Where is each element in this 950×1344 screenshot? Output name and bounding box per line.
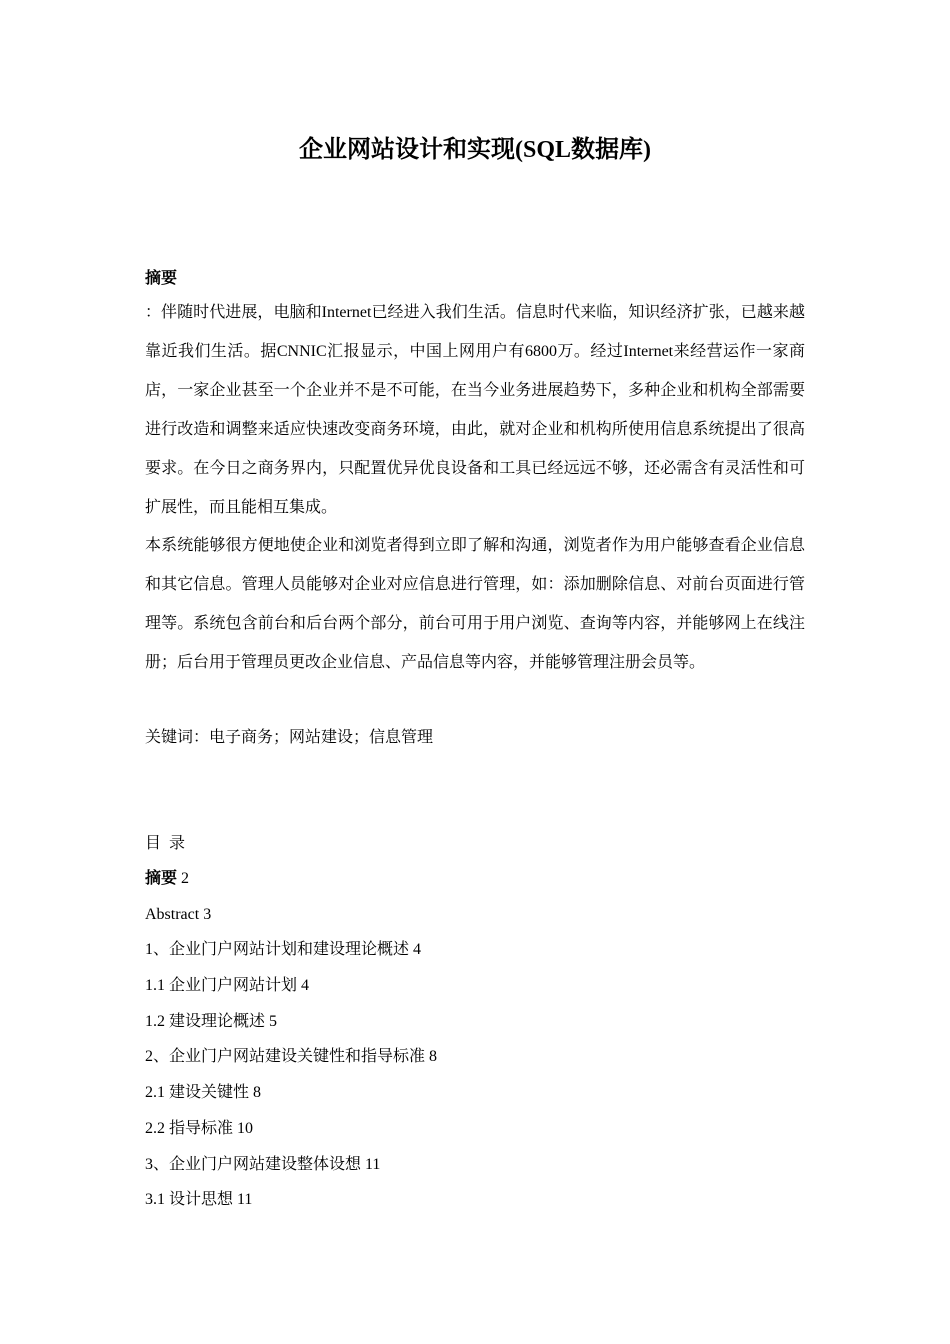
table-of-contents [145,868,437,1225]
toc-entry [145,975,437,1011]
toc-entry [145,1011,437,1047]
toc-entry-page: 10 [237,1119,254,1137]
toc-entry-page: 8 [429,1048,438,1066]
toc-entry-page: 3 [203,905,212,923]
toc-entry-page: 2 [181,870,190,887]
toc-entry-label: Abstract [145,905,200,923]
abstract-paragraph-1: ：伴随时代进展，电脑和Internet已经进入我们生活。信息时代来临，知识经济扩张，已越来越靠近我们生活。据CNNIC汇报显示，中国上网用户有6800万。经过Internet来经营运作一家商店，一家企业甚至一个企业并不是不可能，在当今业务进展趋势下，多种企业和机构全部需要进行改造和调整来适应快速改变商务环境，由此，就对企业和机构所使用信息系统提出了很高要求。在今日之商务界内，只配置优异优良设备和工具已经远远不够，还必需含有灵活性和可扩展性，而且能相互集成。 [145,304,805,516]
toc-entry [145,868,437,904]
toc-entry-label: 2、企业门户网站建设关键性和指导标准 [145,1048,426,1066]
toc-entry [145,1046,437,1082]
toc-entry-label: 3.1 设计思想 [145,1191,234,1209]
document-title: 企业网站设计和实现(SQL数据库) [298,137,651,163]
toc-entry [145,904,437,940]
toc-entry-page: 4 [413,941,422,959]
toc-entry-label: 3、企业门户网站建设整体设想 [145,1155,362,1173]
toc-entry-page: 8 [253,1084,262,1102]
toc-entry-label: 摘要 [145,870,178,887]
abstract-paragraph-2: 本系统能够很方便地使企业和浏览者得到立即了解和沟通，浏览者作为用户能够查看企业信息和其它信息。管理人员能够对企业对应信息进行管理，如：添加删除信息、对前台页面进行管理等。系统包含前台和后台两个部分，前台可用于用户浏览、查询等内容，并能够网上在线注册；后台用于管理员更改企业信息、产品信息等内容，并能够管理注册会员等。 [145,537,805,671]
abstract-heading: 摘要 [145,270,178,287]
toc-entry [145,939,437,975]
toc-entry-label: 1.1 企业门户网站计划 [145,977,298,995]
toc-entry-label: 1、企业门户网站计划和建设理论概述 [145,941,410,959]
toc-entry [145,1118,437,1154]
toc-entry-page: 5 [269,1012,278,1030]
toc-entry [145,1154,437,1190]
toc-entry-label: 1.2 建设理论概述 [145,1012,266,1030]
toc-entry-label: 2.2 指导标准 [145,1119,234,1137]
toc-entry-page: 11 [237,1191,253,1209]
toc-entry [145,1189,437,1225]
toc-entry [145,1082,437,1118]
toc-entry-label: 2.1 建设关键性 [145,1084,250,1102]
toc-entry-page: 11 [365,1155,381,1173]
toc-heading: 目 录 [145,835,188,852]
toc-entry-page: 4 [301,977,310,995]
keywords-line: 关键词：电子商务；网站建设；信息管理 [145,729,434,746]
